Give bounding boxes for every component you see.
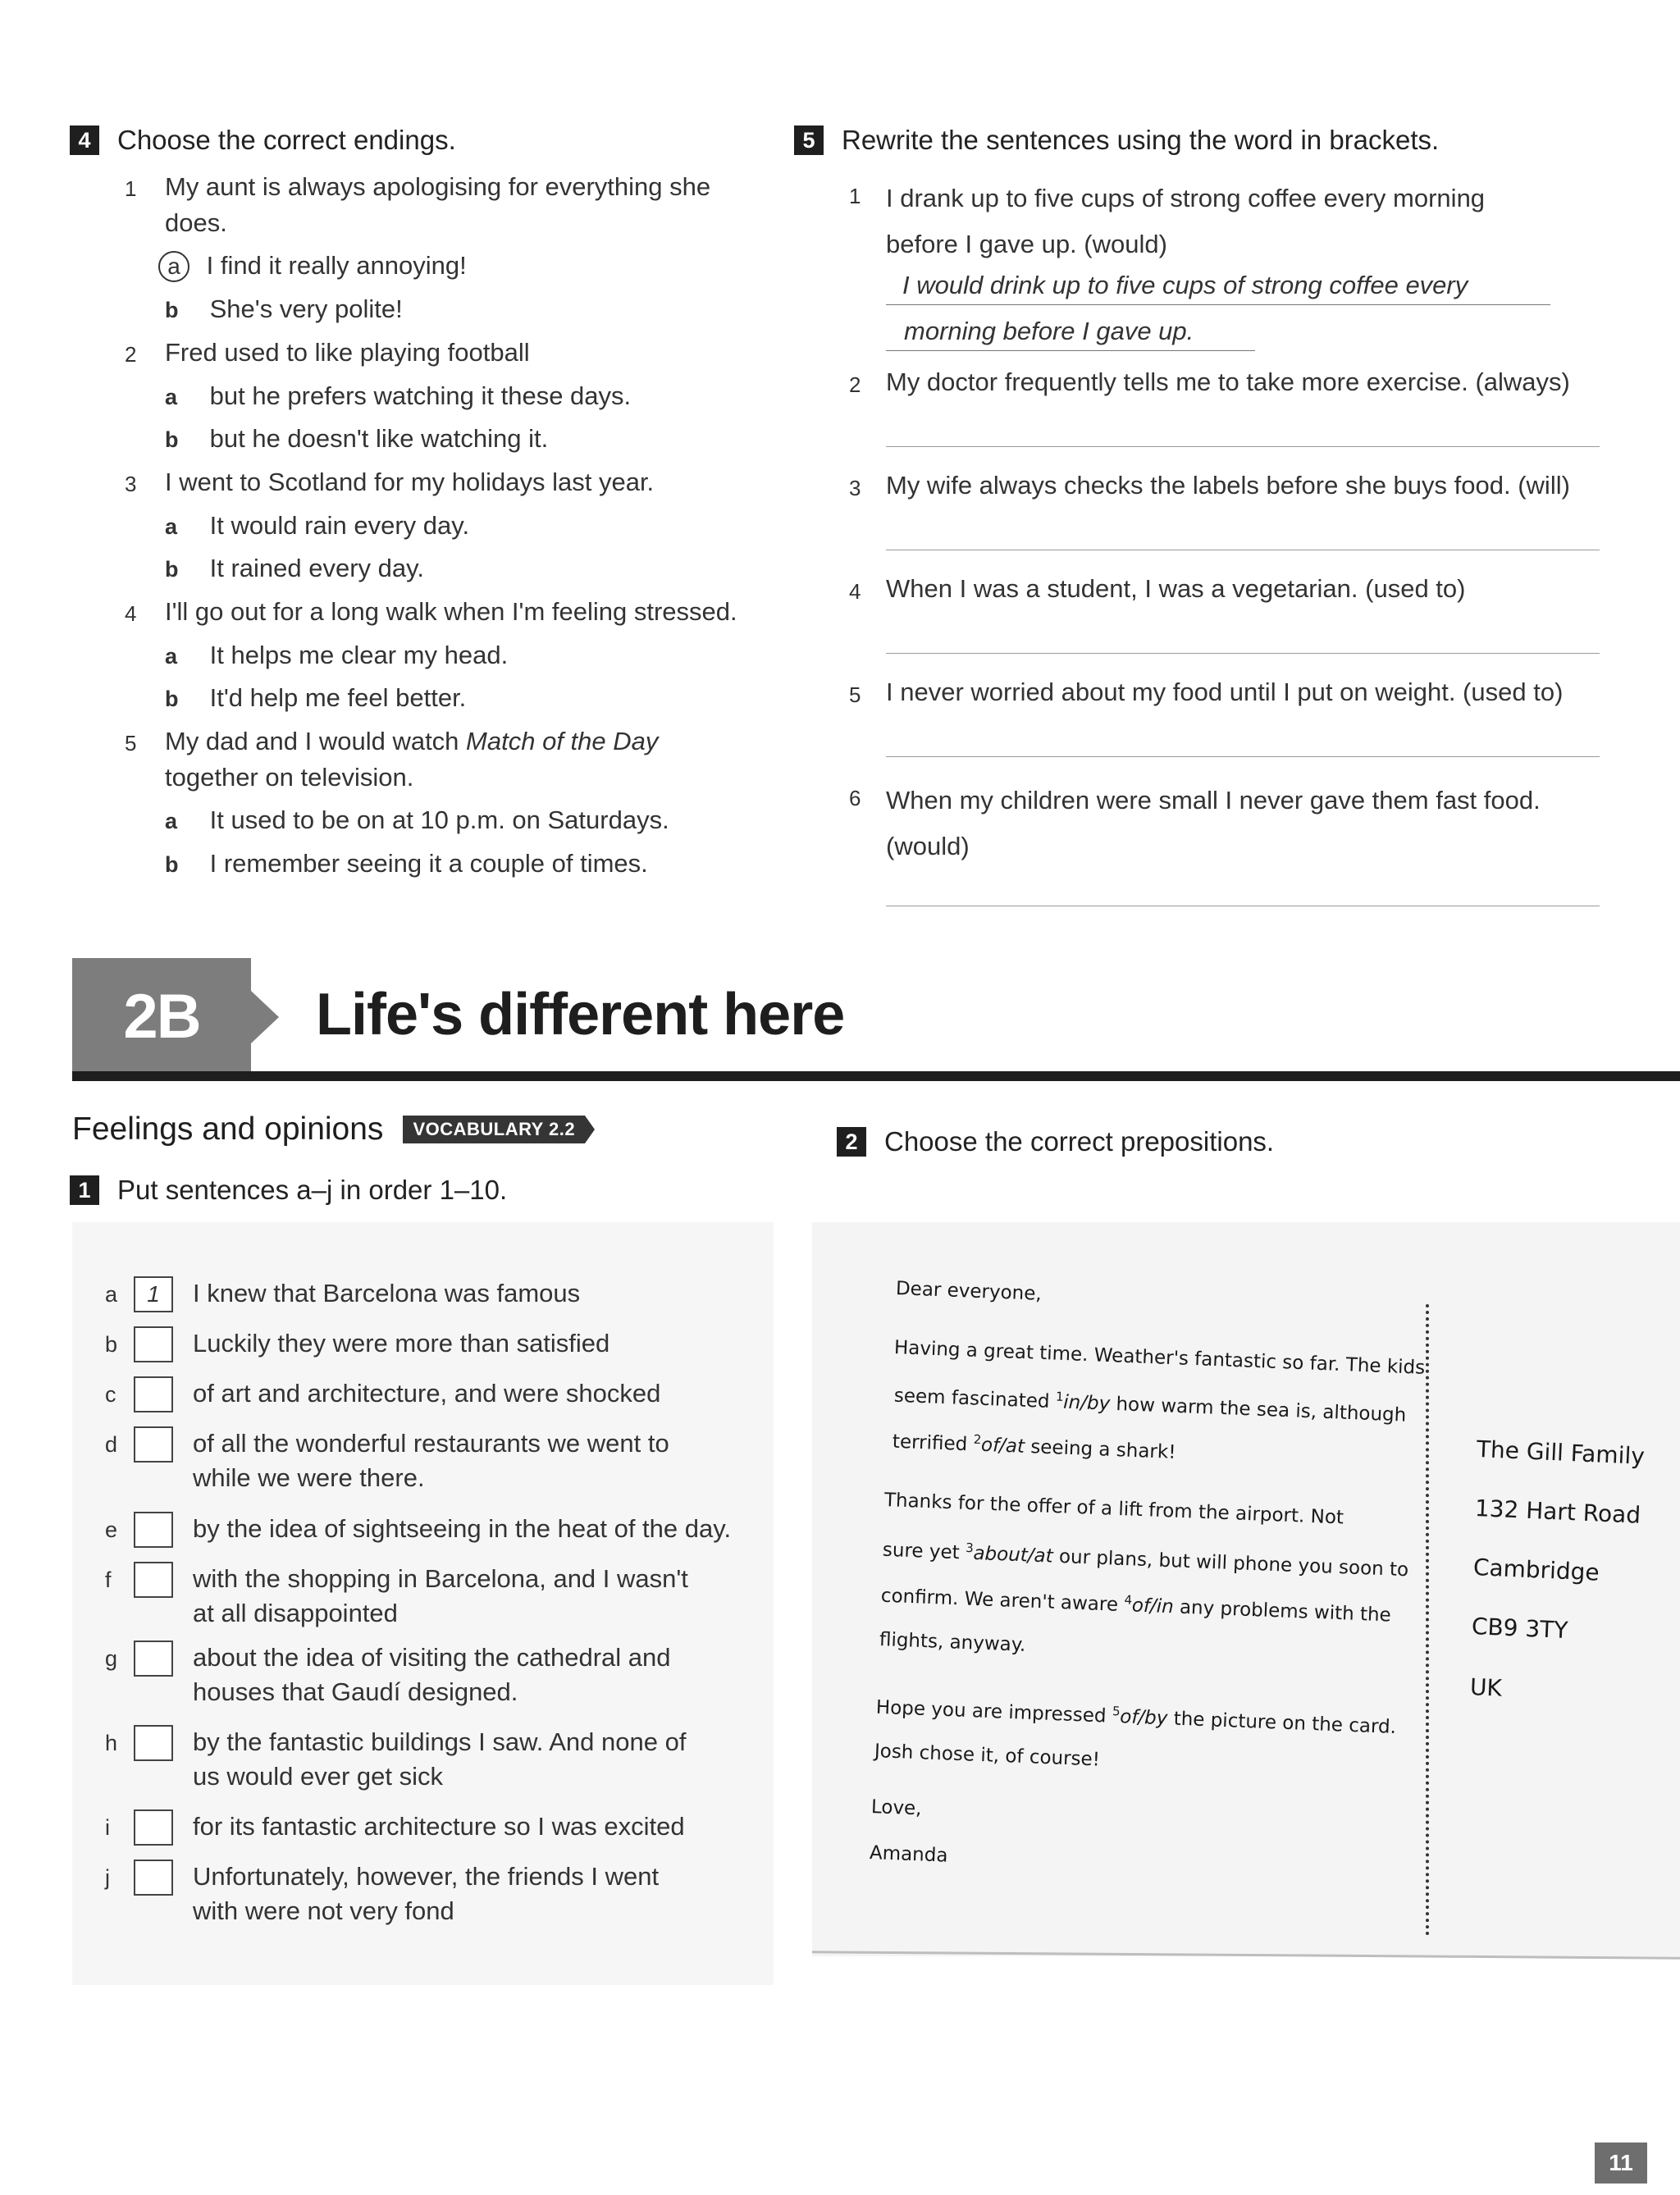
row-letter: g xyxy=(105,1646,118,1671)
row-letter: e xyxy=(105,1517,118,1542)
sentence-text xyxy=(193,1809,718,1844)
gap-number: 1 xyxy=(1055,1389,1064,1404)
sentence-line: at all disappointed xyxy=(193,1599,398,1627)
preposition-choice[interactable]: of/by xyxy=(1119,1706,1168,1730)
option-text: I remember seeing it a couple of times. xyxy=(209,849,648,878)
order-answer-box[interactable] xyxy=(134,1725,173,1761)
sentence-line: I knew that Barcelona was famous xyxy=(193,1279,581,1307)
question-number: 3 xyxy=(125,472,137,496)
question-text: does. xyxy=(165,208,227,237)
circled-answer-a: a xyxy=(158,251,189,282)
question-number: 6 xyxy=(849,786,861,810)
order-row-b xyxy=(72,1326,718,1362)
line-part: confirm. We aren't aware xyxy=(880,1585,1125,1617)
postcard-line: flights, anyway. xyxy=(879,1629,1026,1656)
option-4b[interactable] xyxy=(165,680,466,717)
sentence-line: by the idea of sightseeing in the heat of the day. xyxy=(193,1514,732,1543)
order-answer-box[interactable] xyxy=(134,1641,173,1677)
order-row-c xyxy=(72,1376,718,1412)
answer-line-4[interactable] xyxy=(886,653,1600,654)
option-1a[interactable] xyxy=(165,248,467,284)
question-5 xyxy=(125,723,658,796)
order-answer-box[interactable] xyxy=(134,1860,173,1896)
unit-rule xyxy=(72,1071,1680,1081)
option-text: It'd help me feel better. xyxy=(209,683,467,712)
postcard-line: Thanks for the offer of a lift from the airport. Not xyxy=(883,1490,1344,1529)
row-letter: i xyxy=(105,1815,110,1840)
postcard-line xyxy=(875,1695,1396,1738)
order-row-e xyxy=(72,1512,767,1548)
gap-number: 4 xyxy=(1124,1592,1133,1608)
option-letter: a xyxy=(165,514,178,539)
unit-title: Life's different here xyxy=(316,982,845,1047)
sentence-text xyxy=(193,1641,718,1709)
sentence-line: for its fantastic architecture so I was excited xyxy=(193,1812,685,1841)
example-answer: I would drink up to five cups of strong coffee every xyxy=(902,271,1468,299)
option-3b[interactable] xyxy=(165,550,424,587)
line-part: our plans, but will phone you soon to xyxy=(1052,1545,1409,1581)
tag-arrow-icon xyxy=(585,1116,595,1143)
sentence-line: of art and architecture, and were shocked xyxy=(193,1379,661,1408)
example-answer: morning before I gave up. xyxy=(904,317,1194,345)
sentence-text xyxy=(193,1725,718,1794)
line-part: seem fascinated xyxy=(893,1385,1057,1413)
question-line: before I gave up. (would) xyxy=(886,230,1167,258)
exercise-4-header xyxy=(70,125,456,156)
question-text: My aunt is always apologising for everything she xyxy=(165,172,711,201)
sentence-line: Luckily they were more than satisfied xyxy=(193,1329,610,1358)
question-text: Fred used to like playing football xyxy=(165,338,530,367)
question-text: My wife always checks the labels before she buys food. (will) xyxy=(886,471,1570,500)
question-number: 5 xyxy=(125,731,137,755)
option-text: It rained every day. xyxy=(209,554,424,582)
option-5a[interactable] xyxy=(165,802,669,839)
row-letter: d xyxy=(105,1432,118,1457)
order-answer-box[interactable] xyxy=(134,1562,173,1598)
line-part: sure yet xyxy=(882,1539,966,1564)
sentence-text xyxy=(193,1860,718,1928)
option-5b[interactable] xyxy=(165,846,648,883)
answer-line-1a[interactable] xyxy=(886,269,1550,305)
exercise-5-header xyxy=(794,125,1439,156)
option-2a[interactable] xyxy=(165,378,631,415)
postcard xyxy=(812,1222,1680,1956)
preposition-choice[interactable]: about/at xyxy=(972,1542,1054,1568)
exercise-instruction: Choose the correct endings. xyxy=(117,125,456,155)
postcard-line: Josh chose it, of course! xyxy=(874,1741,1101,1771)
line-part: how warm the sea is, although xyxy=(1109,1393,1407,1426)
gap-number: 5 xyxy=(1112,1704,1121,1719)
line-part: any problems with the xyxy=(1173,1596,1392,1627)
sentence-line: by the fantastic buildings I saw. And none of xyxy=(193,1727,687,1756)
postcard-line: Having a great time. Weather's fantastic so far. The kids xyxy=(893,1337,1426,1379)
postcard-line xyxy=(893,1383,1406,1426)
row-letter: h xyxy=(105,1731,118,1755)
exercise-instruction: Choose the correct prepositions. xyxy=(884,1126,1275,1157)
question-number: 5 xyxy=(849,682,861,707)
unit-tab-arrow xyxy=(251,991,279,1043)
order-answer-box[interactable] xyxy=(134,1426,173,1463)
option-letter: b xyxy=(165,427,179,452)
line-part: seeing a shark! xyxy=(1024,1435,1176,1463)
option-3a[interactable] xyxy=(165,508,469,545)
question-text xyxy=(165,723,658,760)
order-answer-box[interactable] xyxy=(134,1809,173,1846)
exercise-instruction: Rewrite the sentences using the word in brackets. xyxy=(842,125,1440,155)
unit-code-tab: 2B xyxy=(72,958,251,1075)
sentence-line: Unfortunately, however, the friends I went xyxy=(193,1862,660,1891)
question-number: 1 xyxy=(849,184,861,208)
section-heading xyxy=(72,1111,595,1148)
question-number: 1 xyxy=(125,176,137,201)
postcard-signature: Amanda xyxy=(869,1842,948,1867)
option-2b[interactable] xyxy=(165,421,548,458)
row-letter: a xyxy=(105,1282,118,1307)
order-row-f xyxy=(72,1562,718,1631)
sentence-line: about the idea of visiting the cathedral and xyxy=(193,1643,671,1672)
question-text: together on television. xyxy=(165,763,414,792)
option-text: but he prefers watching it these days. xyxy=(209,381,632,410)
order-row-j xyxy=(72,1860,718,1928)
option-text: I find it really annoying! xyxy=(206,251,467,280)
programme-title: Match of the Day xyxy=(466,727,659,755)
order-answer-box[interactable] xyxy=(134,1512,173,1548)
order-row-i xyxy=(72,1809,718,1846)
row-letter: b xyxy=(105,1332,118,1357)
preposition-choice[interactable]: of/at xyxy=(980,1434,1025,1458)
vocabulary-reference-tag[interactable]: VOCABULARY 2.2 xyxy=(403,1116,585,1143)
question-line: When my children were small I never gave them fast food. xyxy=(886,786,1541,815)
option-letter: b xyxy=(165,557,179,582)
address-line: CB9 3TY xyxy=(1471,1613,1569,1645)
sentence-text xyxy=(193,1376,718,1411)
option-letter: a xyxy=(165,809,178,833)
question-4 xyxy=(125,594,737,630)
question-line: (would) xyxy=(886,832,970,860)
gap-number: 3 xyxy=(965,1540,975,1556)
sentence-text xyxy=(193,1276,718,1311)
address-line: 132 Hart Road xyxy=(1474,1495,1641,1529)
address-line: The Gill Family xyxy=(1476,1435,1646,1470)
postcard-divider xyxy=(1426,1304,1429,1936)
exercise-number-badge: 5 xyxy=(794,125,824,155)
order-row-h xyxy=(72,1725,718,1794)
postcard-line xyxy=(892,1429,1176,1463)
postcard-line xyxy=(880,1583,1391,1627)
row-letter: j xyxy=(105,1865,110,1890)
question-number: 4 xyxy=(125,601,137,626)
question-3 xyxy=(125,464,654,500)
sentence-text xyxy=(193,1562,718,1631)
exercise-instruction: Put sentences a–j in order 1–10. xyxy=(117,1175,508,1205)
sentence-text xyxy=(193,1512,767,1546)
exercise-number-badge: 4 xyxy=(70,125,99,155)
section-title: Feelings and opinions xyxy=(72,1111,384,1147)
sentence-line: with were not very fond xyxy=(193,1896,454,1925)
line-part: the picture on the card. xyxy=(1166,1708,1397,1739)
question-number: 3 xyxy=(849,476,861,500)
order-answer-box[interactable]: 1 xyxy=(134,1276,173,1312)
question-text: I never worried about my food until I put on weight. (used to) xyxy=(886,678,1564,706)
question-number: 2 xyxy=(849,372,861,397)
order-answer-box[interactable] xyxy=(134,1376,173,1412)
row-letter: f xyxy=(105,1568,112,1592)
question-2 xyxy=(125,335,530,371)
order-answer-box[interactable] xyxy=(134,1326,173,1362)
option-letter: b xyxy=(165,298,179,322)
option-text: It used to be on at 10 p.m. on Saturdays. xyxy=(209,805,669,834)
address-line: Cambridge xyxy=(1472,1554,1600,1586)
question-text: I'll go out for a long walk when I'm feeling stressed. xyxy=(165,597,737,626)
sentence-line: with the shopping in Barcelona, and I wasn't xyxy=(193,1564,688,1593)
order-row-g xyxy=(72,1641,718,1709)
question-1 xyxy=(125,169,710,241)
postcard-closing: Love, xyxy=(870,1796,923,1820)
option-1b[interactable] xyxy=(165,291,403,328)
option-text: but he doesn't like watching it. xyxy=(209,424,549,453)
option-text: It would rain every day. xyxy=(209,511,470,540)
question-text: My doctor frequently tells me to take more exercise. (always) xyxy=(886,367,1570,396)
exercise-1-header xyxy=(70,1175,507,1206)
question-number: 2 xyxy=(125,342,137,367)
postcard-line xyxy=(882,1537,1408,1581)
page-number: 11 xyxy=(1595,2143,1647,2184)
option-letter: b xyxy=(165,852,179,877)
preposition-choice[interactable]: in/by xyxy=(1062,1391,1111,1415)
sentence-text xyxy=(193,1326,718,1361)
sentence-line: us would ever get sick xyxy=(193,1762,443,1791)
postcard-greeting: Dear everyone, xyxy=(895,1278,1043,1305)
question-text: I went to Scotland for my holidays last year. xyxy=(165,468,655,496)
question-line: I drank up to five cups of strong coffee every morning xyxy=(886,184,1486,212)
answer-line-1b[interactable] xyxy=(886,315,1255,351)
order-row-a xyxy=(72,1276,718,1312)
sentence-line: while we were there. xyxy=(193,1463,425,1492)
preposition-choice[interactable]: of/in xyxy=(1131,1595,1175,1618)
option-letter: a xyxy=(165,385,178,409)
line-part: Hope you are impressed xyxy=(875,1696,1113,1727)
option-letter: b xyxy=(165,687,179,711)
option-text: She's very polite! xyxy=(209,294,403,323)
question-number: 4 xyxy=(849,579,861,604)
order-row-d xyxy=(72,1426,718,1495)
exercise-number-badge: 1 xyxy=(70,1175,99,1205)
question-text: When I was a student, I was a vegetarian. (used to) xyxy=(886,574,1466,603)
question-text xyxy=(886,176,1485,267)
option-text: It helps me clear my head. xyxy=(209,641,509,669)
question-text xyxy=(886,778,1541,869)
exercise-number-badge: 2 xyxy=(837,1127,866,1157)
answer-line-5[interactable] xyxy=(886,756,1600,757)
sentence-line: of all the wonderful restaurants we went to xyxy=(193,1429,669,1458)
ordering-exercise xyxy=(72,1222,774,1985)
answer-line-2[interactable] xyxy=(886,446,1600,447)
exercise-2-header xyxy=(837,1126,1274,1157)
gap-number: 2 xyxy=(973,1431,982,1448)
row-letter: c xyxy=(105,1382,116,1407)
line-part: terrified xyxy=(892,1431,975,1456)
question-text-part: My dad and I would watch xyxy=(165,727,467,755)
sentence-text xyxy=(193,1426,718,1495)
address-line: UK xyxy=(1469,1673,1503,1702)
sentence-line: houses that Gaudí designed. xyxy=(193,1677,518,1706)
option-letter: a xyxy=(165,644,178,669)
option-4a[interactable] xyxy=(165,637,508,674)
